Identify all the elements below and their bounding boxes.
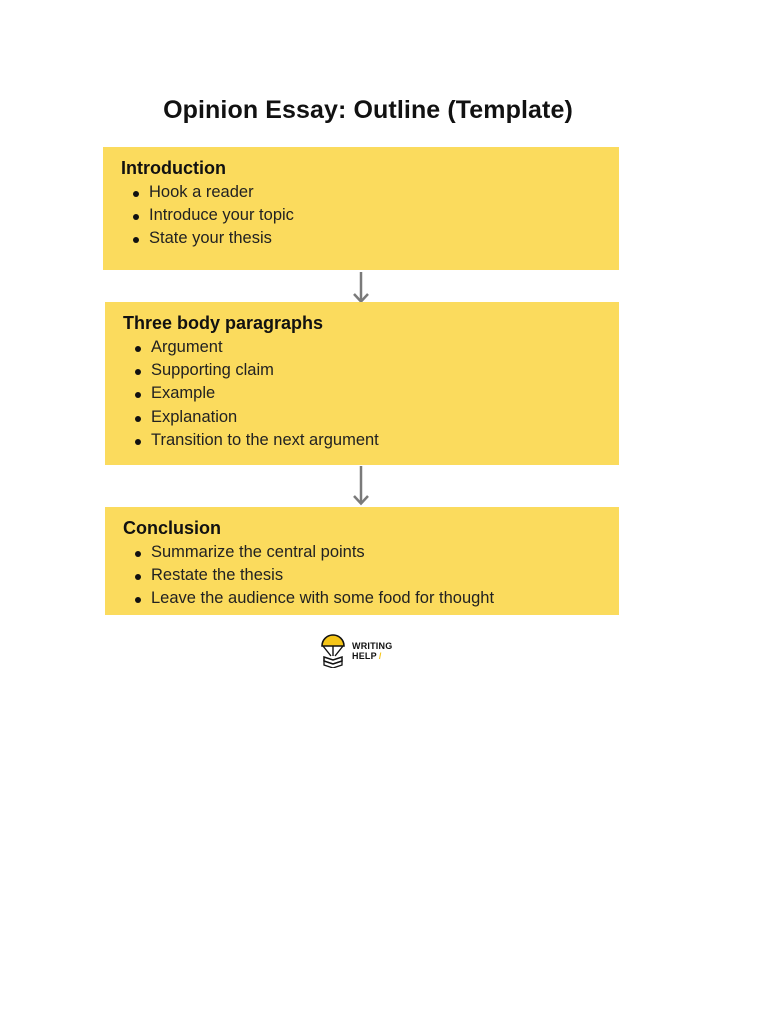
introduction-heading: Introduction <box>121 158 226 178</box>
parachute-book-icon <box>320 634 346 668</box>
list-item <box>121 181 603 204</box>
bullet-icon <box>133 191 139 197</box>
conclusion-box <box>105 507 619 615</box>
introduction-list <box>121 181 603 251</box>
body-paragraphs-box <box>105 302 619 465</box>
list-item-text: Explanation <box>151 407 238 426</box>
list-item <box>121 204 603 227</box>
list-item <box>123 564 603 587</box>
list-item <box>123 406 603 429</box>
bullet-icon <box>135 392 141 398</box>
logo-line-2-text: HELP <box>352 651 377 661</box>
list-item-text: Restate the thesis <box>151 566 284 585</box>
logo-line-2 <box>352 651 392 661</box>
list-item-text: Example <box>151 384 216 403</box>
down-arrow-icon <box>351 466 371 506</box>
list-item-text: Hook a reader <box>149 183 254 201</box>
logo-slash: / <box>378 651 382 661</box>
list-item <box>123 541 603 564</box>
bullet-icon <box>133 237 139 243</box>
body-paragraphs-heading: Three body paragraphs <box>123 313 324 333</box>
bullet-icon <box>135 416 141 422</box>
list-item-text: Leave the audience with some food for thought <box>151 589 495 608</box>
bullet-icon <box>135 346 141 352</box>
list-item <box>123 382 603 405</box>
conclusion-heading: Conclusion <box>123 518 221 538</box>
writing-help-logo <box>320 634 430 670</box>
bullet-icon <box>135 574 141 580</box>
logo-line-1: WRITING <box>352 641 393 651</box>
list-item-text: Argument <box>151 338 223 356</box>
list-item-text: Supporting claim <box>151 361 274 380</box>
list-item-text: State your thesis <box>149 229 272 248</box>
list-item <box>123 429 603 452</box>
body-paragraphs-list <box>123 336 603 452</box>
bullet-icon <box>135 369 141 375</box>
diagram-title: Opinion Essay: Outline (Template) <box>163 96 573 124</box>
bullet-icon <box>133 214 139 220</box>
list-item-text: Summarize the central points <box>151 543 365 561</box>
list-item <box>123 336 603 359</box>
list-item <box>123 359 603 382</box>
down-arrow-icon <box>351 272 371 304</box>
list-item <box>121 227 603 250</box>
logo-wordmark <box>352 641 392 661</box>
bullet-icon <box>135 439 141 445</box>
bullet-icon <box>135 551 141 557</box>
list-item-text: Introduce your topic <box>149 206 294 225</box>
introduction-box <box>103 147 619 270</box>
conclusion-list <box>123 541 603 611</box>
bullet-icon <box>135 597 141 603</box>
list-item-text: Transition to the next argument <box>151 430 379 449</box>
list-item <box>123 587 603 610</box>
